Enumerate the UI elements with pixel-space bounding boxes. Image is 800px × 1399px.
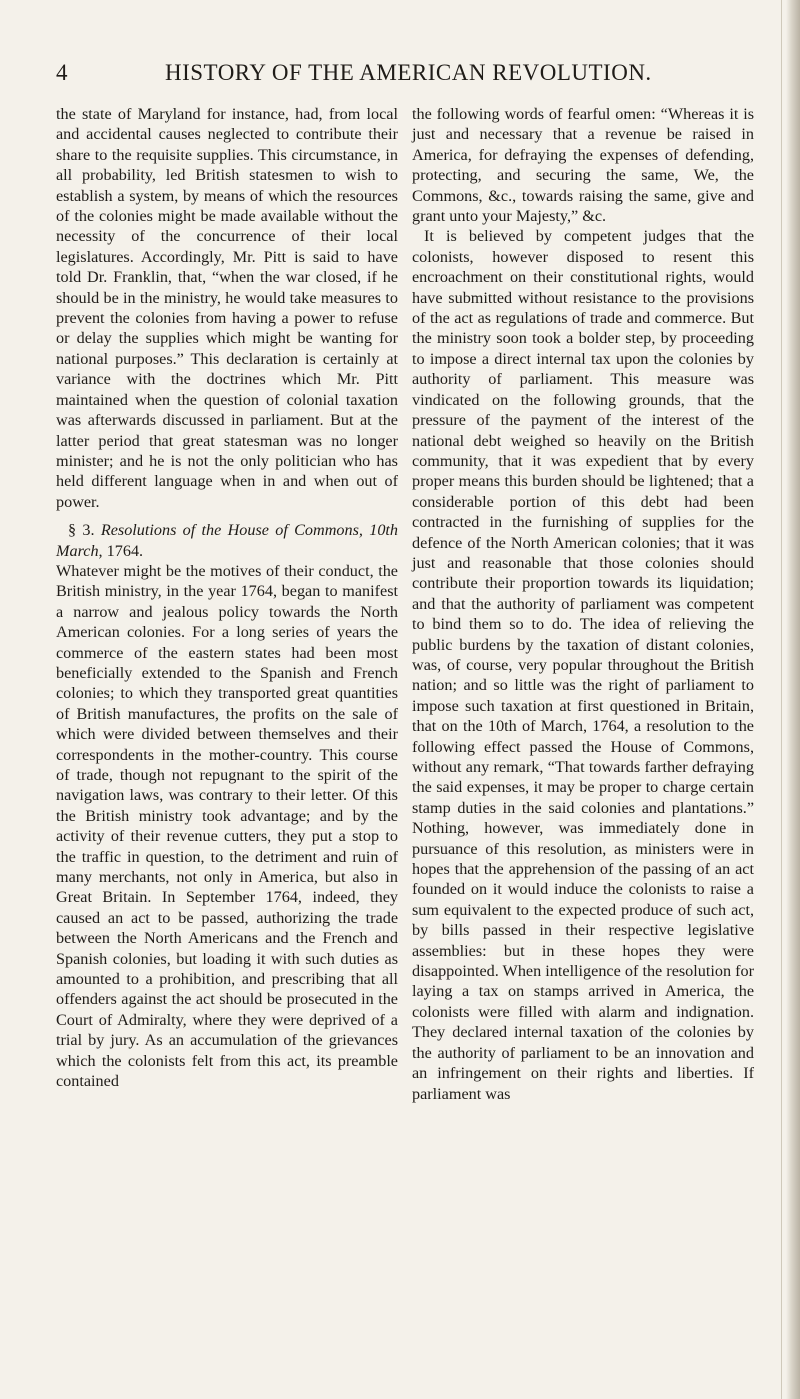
left-paragraph-1: the state of Maryland for instance, had, from local and accidental causes neglected to contribute their share to the requisite supplies. This circumstance, in all probability, led British statesmen to wish to establish a system, by means of which the resources of the colonies might be made available without the necessity of the concurrence of their local legislatures. Accordingly, Mr. Pitt is said to have told Dr. Franklin, that, “when the war closed, if he should be in the ministry, he would take measures to prevent the colonies from having a power to refuse or delay the supplies which might be wanting for national purposes.” This declaration is certainly at variance with the doctrines which Mr. Pitt maintained when the question of colonial taxation was afterwards discussed in parliament. But at the latter period that great statesman was no longer minister; and he is not the only politician who has held different language when in and when out of power. [56, 105, 398, 511]
section-year: 1764. [106, 541, 144, 560]
left-paragraph-2: Whatever might be the motives of their conduct, the British ministry, in the year 1764, began to manifest a narrow and jealous policy towards the North American colonies. For a long series of years the commerce of the eastern states had been most beneficially extended to the Spanish and French colonies; to which they transported great quantities of British manufactures, the profits on the sale of which were divided between themselves and their correspondents in the mother-country. This course of trade, though not repugnant to the spirit of the navigation laws, was contrary to their letter. Of this the British ministry took advantage; and by the activity of their revenue cutters, they put a stop to the traffic in question, to the detriment and ruin of many merchants, not only in America, but also in Great Britain. In September 1764, indeed, they caused an act to be passed, authorizing the trade between the North Americans and the French and Spanish colonies, but loading it with such duties as amounted to a prohibition, and prescribing that all offenders against the act should be prosecuted in the Court of Admiralty, where they were deprived of a trial by jury. As an accumulation of the grievances which the colonists felt from this act, its preamble contained [56, 561, 398, 1091]
right-column [412, 104, 754, 1104]
section-heading [56, 520, 398, 561]
page-number: 4 [56, 60, 68, 85]
left-column [56, 104, 398, 1092]
page-edge-shadow [786, 0, 800, 1399]
section-date: 10th March, [56, 521, 399, 560]
right-paragraph-2: It is believed by competent judges that the colonists, however disposed to resent this encroachment on their constitutional rights, would have submitted without resistance to the provisions of the act as regulations of trade and commerce. But the ministry soon took a bolder step, by proceeding to impose a direct internal tax upon the colonies by authority of parliament. This measure was vindicated on the following grounds, that the pressure of the payment of the interest of the national debt weighed so heavily on the British community, that it was expedient that by every proper means this burden should be lightened; that a considerable portion of this debt had been contracted in the furnishing of supplies for the defence of the North American colonies; that it was just and reasonable that those colonies should contribute their proportion towards its liquidation; and that the authority of parliament was competent to bind them so to do. The idea of relieving the public burdens by the taxation of distant colonies, was, of course, very popular throughout the British nation; and so little was the right of parliament to impose such taxation at first questioned in Britain, that on the 10th of March, 1764, a resolution to the following effect passed the House of Commons, without any remark, “That towards farther defraying the said expenses, it may be proper to charge certain stamp duties in the said colonies and plantations.” Nothing, however, was immediately done in pursuance of this resolution, as ministers were in hopes that the apprehension of the passing of an act founded on it would induce the colonists to raise a sum equivalent to the expected produce of such act, by bills passed in their respective legislative assemblies: but in these hopes they were disappointed. When intelligence of the resolution for laying a tax on stamps arrived in America, the colonists were filled with alarm and indignation. They declared internal taxation of the colonies by the authority of parliament to be an innovation and an infringement on their rights and liberties. If parliament was [412, 227, 754, 1103]
right-paragraph-1: the following words of fearful omen: “Whereas it is just and necessary that a revenue be raised in America, for defraying the expenses of defending, protecting, and securing the same, We, the Commons, &c., towards raising the same, give and grant unto your Majesty,” &c. [412, 105, 754, 226]
running-title: HISTORY OF THE AMERICAN REVOLUTION. [165, 60, 652, 85]
section-mark: § 3. [68, 521, 95, 540]
page-edge-line [781, 0, 782, 1399]
section-title: Resolutions of the House of Commons, [100, 521, 363, 540]
